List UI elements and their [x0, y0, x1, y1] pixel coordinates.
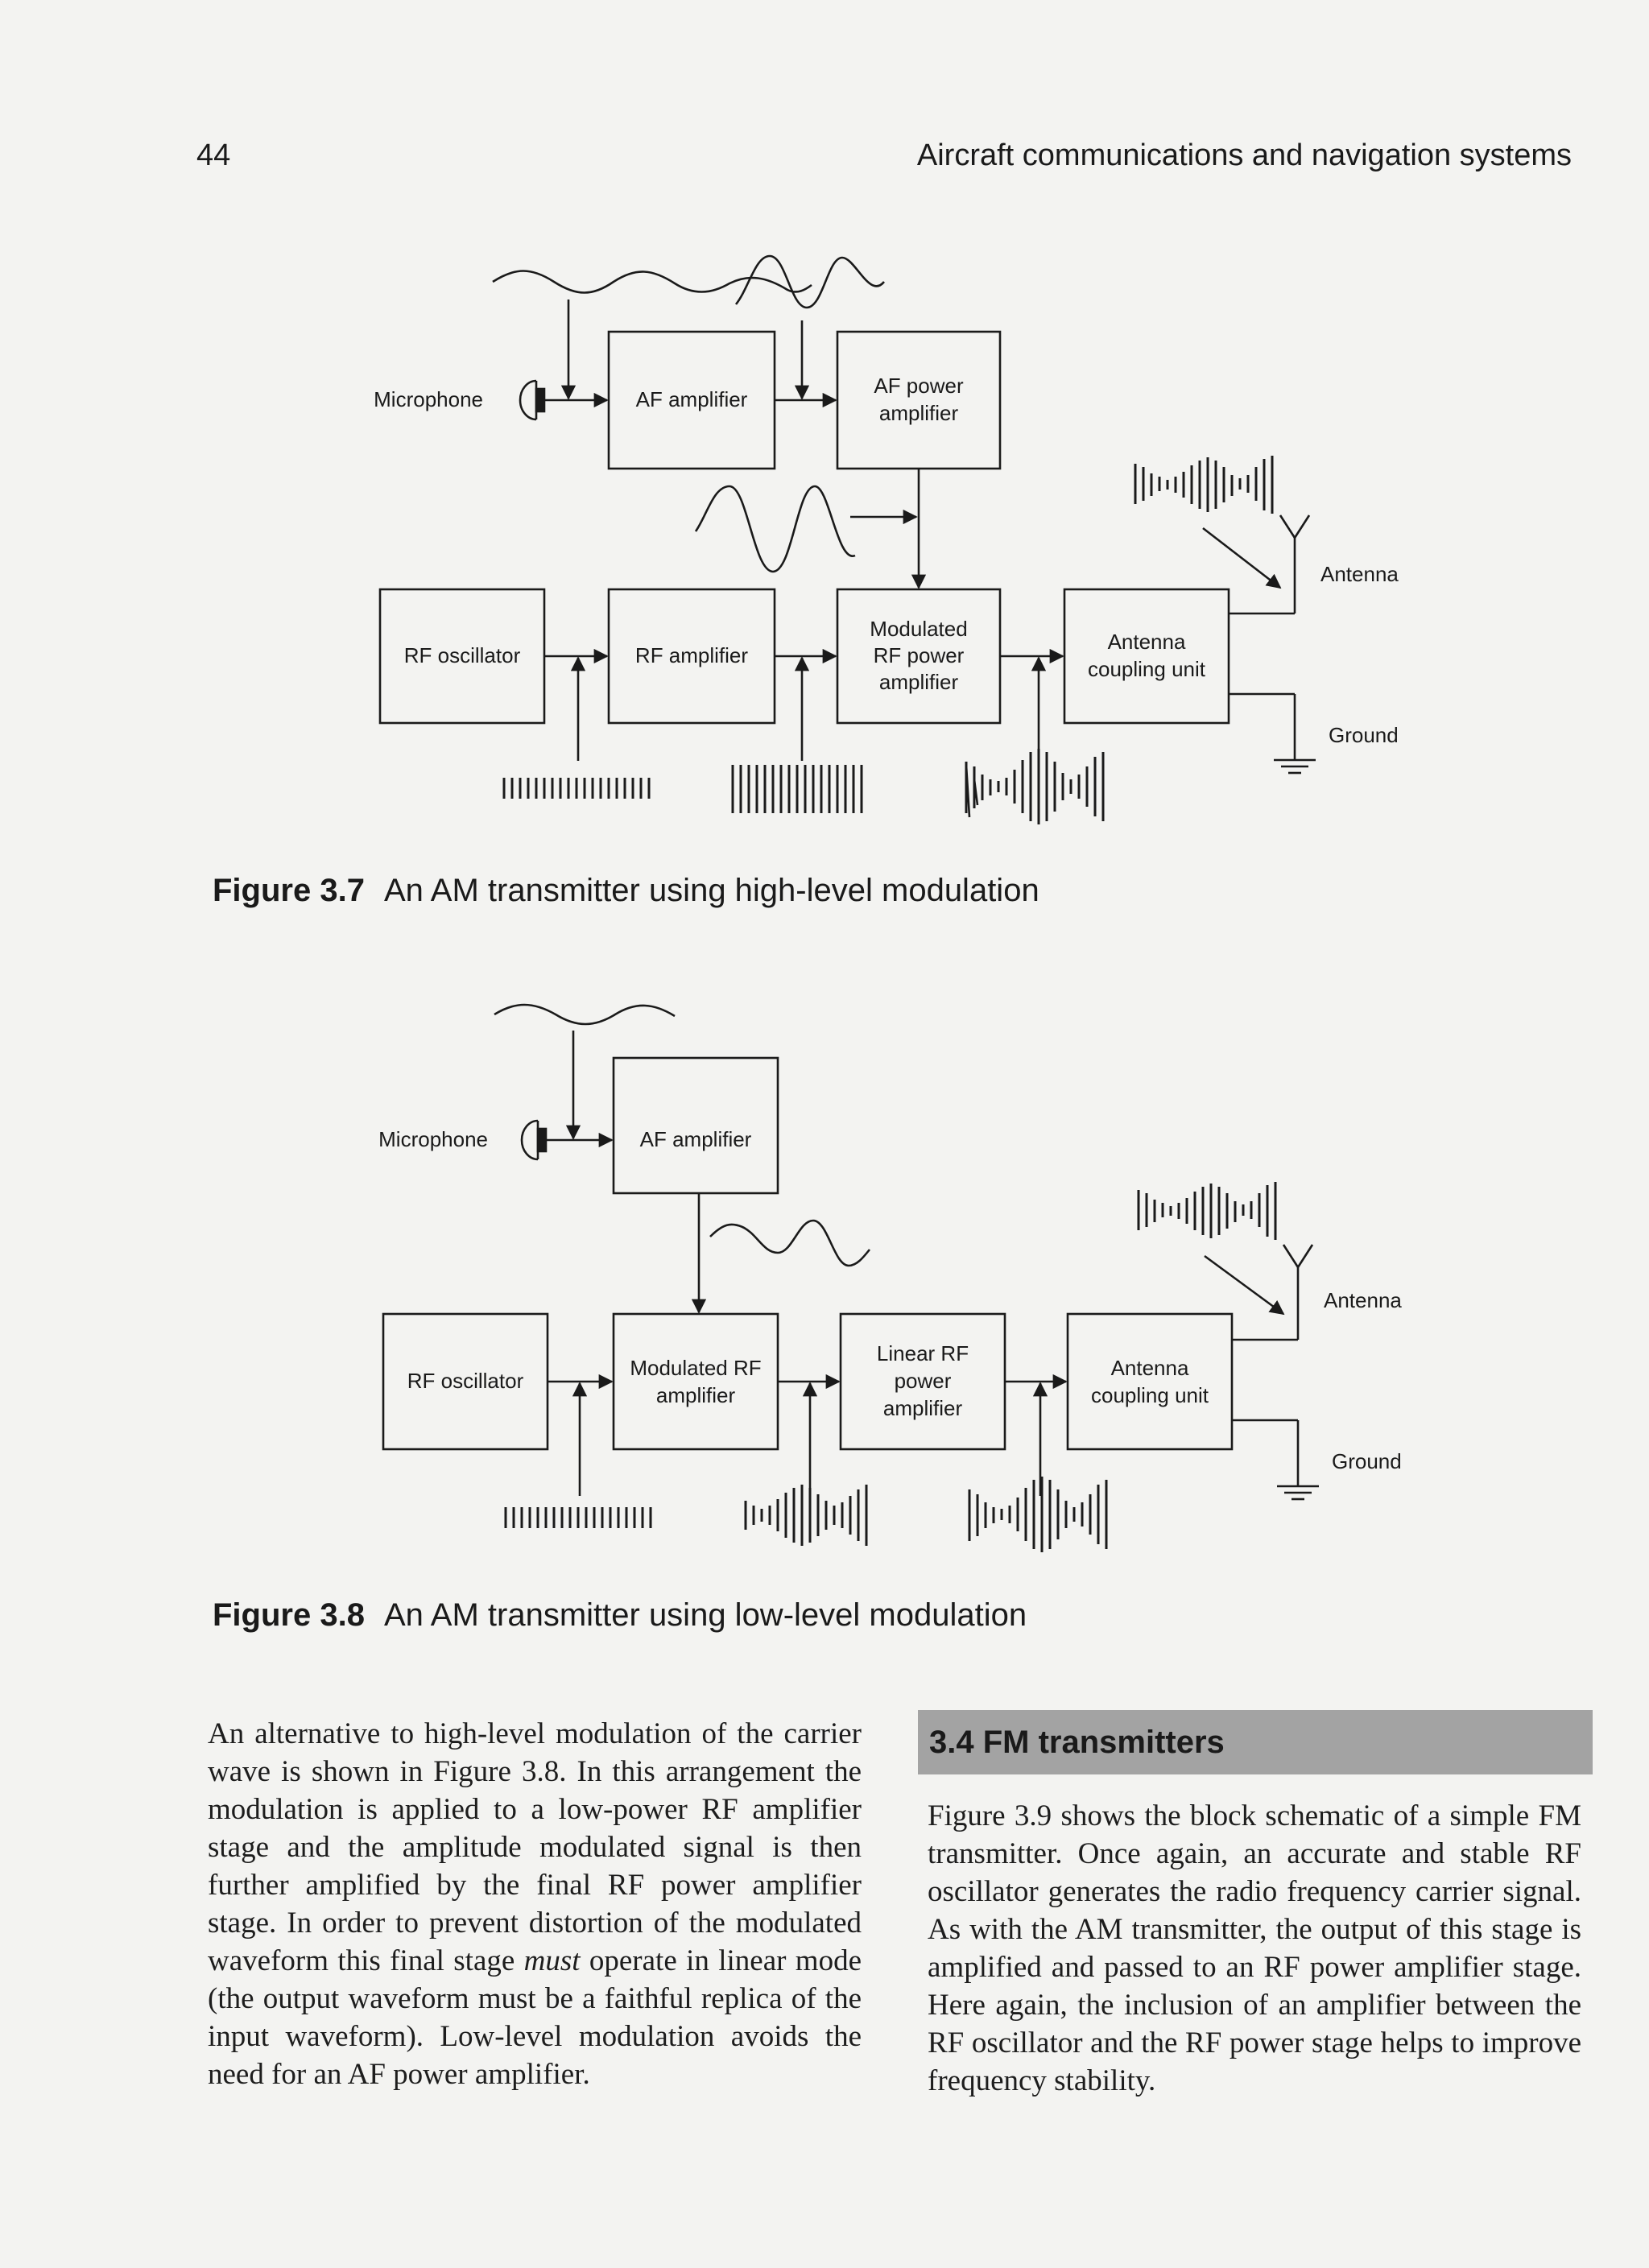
microphone-icon — [522, 1121, 546, 1159]
right-column-paragraph: Figure 3.9 shows the block schematic of a simple FM transmitter. Once again, an accurate and stable RF oscillator generates the radio frequency carrier signal. As with the AM transmitter, the output of this stage is amplified and passed to an RF power amplifier stage. Here again, the inclusion of an amplifier between the RF oscillator and the RF power stage helps to improve frequency stability. — [928, 1799, 1581, 2097]
microphone-label: Microphone — [378, 1127, 488, 1151]
rf-carrier-waveform — [696, 486, 855, 572]
figure-3-7-diagram — [0, 0, 1649, 853]
antenna-coupling-unit-box — [1068, 1314, 1232, 1449]
antenna-coupling-unit-label-line-1: Antenna — [1107, 630, 1186, 654]
linear-rf-power-amplifier-label-line-3: amplifier — [882, 1396, 963, 1420]
rf-oscillator-output-waveform — [504, 778, 649, 799]
antenna-coupling-unit-label-line-2: coupling unit — [1091, 1383, 1209, 1407]
ground-label: Ground — [1332, 1449, 1402, 1473]
modulated-rf-amplifier-label-line-2: amplifier — [655, 1383, 736, 1407]
af-power-amplifier-box — [837, 332, 1000, 469]
linear-rf-power-amplifier-label-line-1: Linear RF — [876, 1341, 969, 1365]
section-heading: 3.4 FM transmitters — [918, 1710, 1593, 1774]
af-amplifier-box — [614, 1058, 778, 1193]
rf-oscillator-label: RF oscillator — [403, 643, 521, 667]
modulated-rf-amplifier-box — [614, 1314, 778, 1449]
figure-3-7-caption-label: Figure 3.7 — [213, 873, 365, 908]
modulated-rf-output-waveform — [746, 1485, 866, 1546]
paragraph-text-part-2: operate in linear mode (the output waveform must be a faithful replica of the input waveform). Low-level modulation avoids the need for an AF power amplifier. — [208, 1944, 862, 2091]
am-modulated-output-waveform — [969, 1477, 1106, 1552]
modulated-rf-amplifier-label-line-1: Modulated RF — [630, 1356, 762, 1380]
af-power-amplifier-label-line-1: AF power — [874, 374, 964, 398]
running-head: Aircraft communications and navigation systems — [916, 138, 1572, 172]
af-amplifier-label: AF amplifier — [635, 387, 748, 411]
audio-waveform — [494, 1005, 675, 1024]
figure-3-8-caption — [213, 1597, 1027, 1634]
modulated-rf-power-amplifier-label-line-3: amplifier — [878, 670, 959, 694]
rf-oscillator-output-waveform — [506, 1507, 651, 1528]
af-power-amplifier-label-line-2: amplifier — [878, 401, 959, 425]
rf-oscillator-label: RF oscillator — [407, 1369, 524, 1393]
figure-3-7-caption-text: An AM transmitter using high-level modulation — [383, 873, 1039, 908]
antenna-signal-waveform — [1139, 1182, 1275, 1240]
figure-3-7-caption — [213, 873, 1039, 909]
page-number: 44 — [196, 138, 231, 172]
antenna-coupling-unit-label-line-2: coupling unit — [1088, 657, 1205, 681]
amplified-audio-waveform — [736, 256, 884, 308]
antenna-coupling-unit-box — [1064, 589, 1229, 723]
figure-3-8-diagram — [0, 950, 1649, 1594]
modulated-rf-power-amplifier-label-line-1: Modulated — [870, 617, 968, 641]
rf-amplifier-output-waveform — [733, 765, 862, 813]
paragraph-emphasis: must — [523, 1944, 581, 1977]
antenna-coupling-unit-label-line-1: Antenna — [1110, 1356, 1189, 1380]
af-amplifier-label: AF amplifier — [639, 1127, 752, 1151]
am-modulated-output-waveform — [966, 749, 1103, 824]
amplified-audio-waveform — [710, 1221, 870, 1266]
microphone-icon — [520, 381, 544, 419]
paragraph-text-part-1: An alternative to high-level modulation of the carrier wave is shown in Figure 3.8. In this arrangement the modulation is applied to a low-power RF amplifier stage and the amplitude modulated signal is then further amplified by the final RF power amplifier stage. In order to prevent distortion of the modulated waveform this final stage — [208, 1717, 862, 1977]
antenna-label: Antenna — [1320, 562, 1399, 586]
modulated-rf-power-amplifier-label-line-2: RF power — [873, 643, 965, 667]
microphone-label: Microphone — [374, 387, 483, 411]
figure-3-8-caption-label: Figure 3.8 — [213, 1597, 365, 1633]
figure-3-8-caption-text: An AM transmitter using low-level modulation — [383, 1597, 1027, 1633]
audio-waveform — [493, 271, 812, 293]
modulated-rf-waveform — [966, 765, 977, 817]
antenna-label: Antenna — [1324, 1288, 1402, 1312]
linear-rf-power-amplifier-label-line-2: power — [894, 1369, 952, 1393]
left-column-paragraph — [208, 1715, 862, 2093]
antenna-signal-waveform — [1135, 456, 1272, 514]
rf-amplifier-label: RF amplifier — [634, 643, 749, 667]
ground-label: Ground — [1329, 723, 1399, 747]
